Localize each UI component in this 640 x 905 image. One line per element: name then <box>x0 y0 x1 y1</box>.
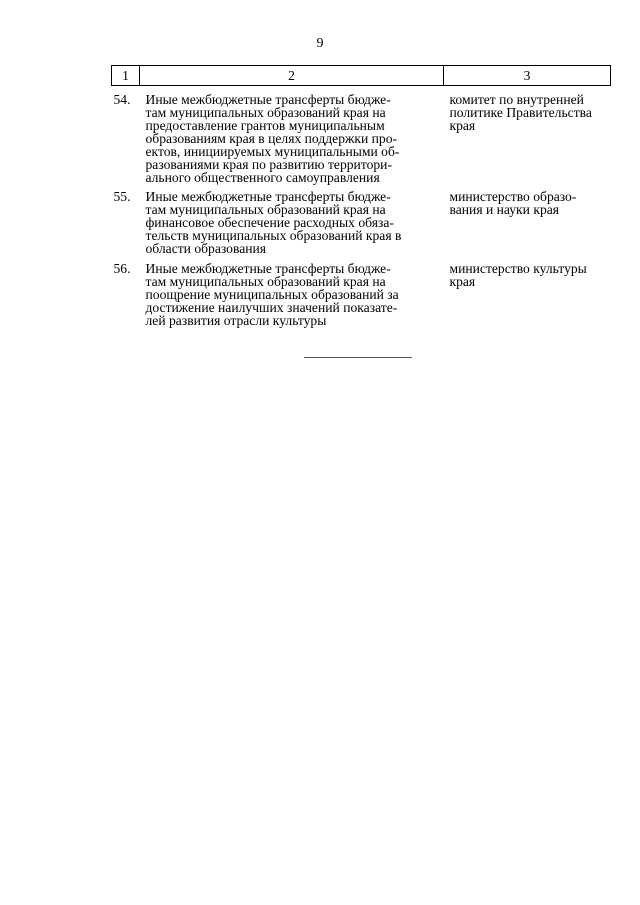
organization-line: министерство культуры <box>449 261 587 276</box>
row-description <box>140 190 444 262</box>
table-row <box>112 86 611 191</box>
description-line: образованиям края в целях поддержки про- <box>145 131 398 146</box>
organization-line: комитет по внутренней <box>449 92 584 107</box>
description-line: там муниципальных образований края на <box>145 105 386 120</box>
row-number: 54. <box>113 92 131 107</box>
row-organization <box>444 86 611 191</box>
row-number: 56. <box>113 261 131 276</box>
row-number: 55. <box>113 189 131 204</box>
description-line: лей развития отрасли культуры <box>145 313 327 328</box>
row-organization <box>444 190 611 262</box>
description-line: финансовое обеспечение расходных обяза- <box>145 215 394 230</box>
description-line: Иные межбюджетные трансферты бюдже- <box>145 189 391 204</box>
table-row <box>112 262 611 333</box>
organization-line: края <box>449 118 476 133</box>
description-line: достижение наилучших значений показате- <box>145 300 398 315</box>
description-line: тельств муниципальных образований края в <box>145 228 402 243</box>
description-line: Иные межбюджетные трансферты бюдже- <box>145 261 391 276</box>
header-cell-2: 2 <box>140 66 444 86</box>
description-line: там муниципальных образований края на <box>145 274 386 289</box>
description-line: поощрение муниципальных образований за <box>145 287 399 302</box>
organization-line: министерство образо- <box>449 189 577 204</box>
description-line: предоставление грантов муниципальным <box>145 118 385 133</box>
header-cell-3: 3 <box>444 66 611 86</box>
row-organization <box>444 262 611 333</box>
table-header <box>112 66 611 86</box>
transfers-table <box>111 65 611 333</box>
organization-line: края <box>449 274 476 289</box>
organization-line: вания и науки края <box>449 202 560 217</box>
table-row <box>112 190 611 262</box>
header-row <box>112 66 611 86</box>
description-line: там муниципальных образований края на <box>145 202 386 217</box>
organization-line: политике Правительства <box>449 105 592 120</box>
description-line: области образования <box>145 241 267 256</box>
row-description <box>140 86 444 191</box>
table-body <box>112 86 611 334</box>
description-line: ального общественного самоуправления <box>145 170 380 185</box>
page-number: 9 <box>316 36 324 51</box>
end-of-document-rule <box>304 357 412 358</box>
row-description <box>140 262 444 333</box>
header-cell-1: 1 <box>112 66 140 86</box>
description-line: ектов, инициируемых муниципальными об- <box>145 144 400 159</box>
description-line: Иные межбюджетные трансферты бюдже- <box>145 92 391 107</box>
description-line: разованиями края по развитию территори- <box>145 157 392 172</box>
